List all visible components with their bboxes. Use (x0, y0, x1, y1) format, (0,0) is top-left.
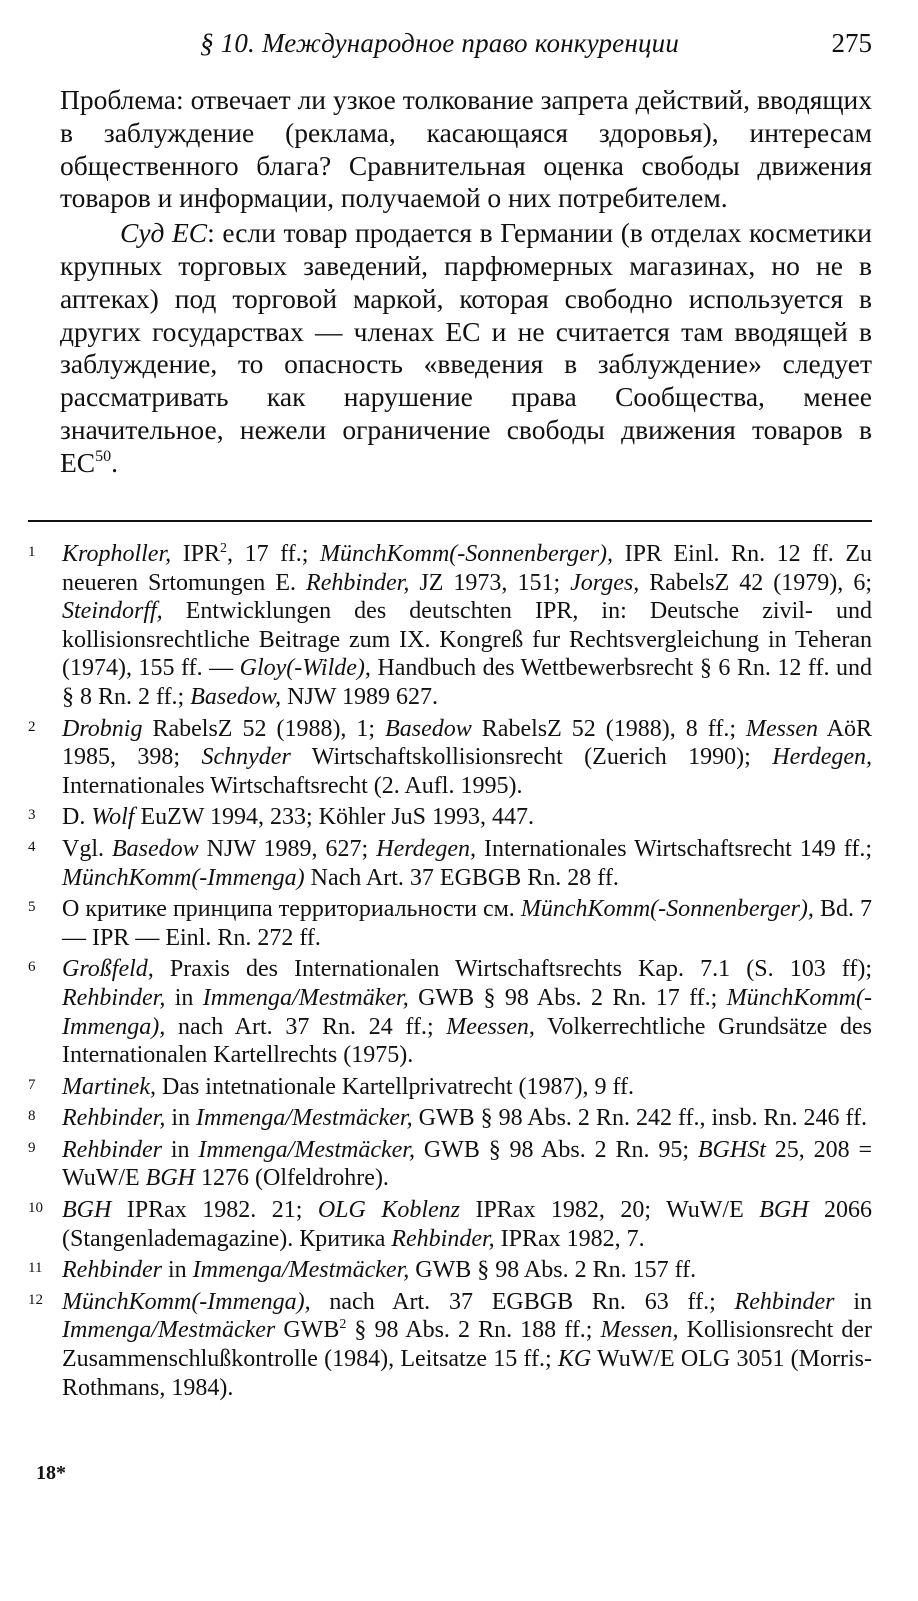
ref: Vgl. (62, 835, 112, 862)
footnote-3 (28, 803, 872, 832)
footnote-text (62, 1196, 872, 1253)
footnote-text (62, 895, 872, 952)
ref: Wirtschaftskollisionsrecht (Zuerich 1990); (290, 744, 773, 771)
ref: О критике принципа территориальности см. (62, 896, 521, 923)
ref: NJW 1989, 627; (198, 835, 377, 862)
author: Gloy(-Wilde), (239, 655, 371, 682)
paragraph-problem: Проблема: отвечает ли узкое толкование запрета действий, вводящих в заблуждение (реклама, касающаяся здоровья), интересам общественного блага? Сравнительная оценка свободы движения товаров и информации, получаемой о них потребителем. (60, 84, 872, 214)
ref: in (834, 1288, 872, 1315)
ref: GWB § 98 Abs. 2 Rn. 242 ff., insb. Rn. 246 ff. (412, 1105, 868, 1132)
footnote-number: 1 (28, 544, 36, 560)
superscript: 2 (220, 541, 228, 556)
printer-signature-mark: 18* (36, 1462, 66, 1484)
author: Rehbinder, (306, 569, 410, 596)
ref: 2066 (Stangenlademagazine). Критика (62, 1197, 873, 1252)
ref: in (165, 1105, 196, 1132)
court-text-end: . (111, 446, 119, 478)
author: BGHSt (697, 1136, 766, 1163)
author: Meessen, (446, 1013, 535, 1040)
footnote-number: 8 (28, 1108, 36, 1125)
author: Basedow (112, 835, 199, 862)
ref: Handbuch des Wettbewerbsrecht § 6 Rn. 12 ff. und § 8 Rn. 2 ff.; (62, 655, 873, 710)
ref: NJW 1989 627. (281, 683, 439, 710)
footnote-text (62, 1288, 872, 1402)
footnote-number: 9 (28, 1139, 36, 1156)
footnote-5 (28, 895, 872, 952)
ref: Internationales Wirtschaftsrecht 149 ff.; (475, 835, 872, 862)
footnote-text (62, 715, 872, 801)
footnotes (28, 540, 872, 1405)
ref: nach Art. 37 EGBGB Rn. 63 ff.; (310, 1288, 735, 1315)
author: Kropholler, (62, 541, 172, 567)
author: Rehbinder, (62, 1105, 166, 1132)
court-label: Суд ЕС (120, 217, 208, 249)
ref: GWB § 98 Abs. 2 Rn. 157 ff. (409, 1257, 697, 1284)
author: MünchKomm(-Immenga), (62, 984, 872, 1040)
ref: GWB § 98 Abs. 2 Rn. 95; (414, 1136, 698, 1163)
ref: RabelsZ 52 (1988), 8 ff.; (471, 715, 746, 742)
author: Immenga/Mestmäcker, (192, 1257, 410, 1284)
ref: Internationales Wirtschaftsrecht (2. Aufl. 1995). (62, 772, 523, 799)
court-text: : если товар продается в Германии (в отделах косметики крупных торговых заведений, парфюмерных магазинах, но не в аптеках) под торговой маркой, которая свободно используется в других государствах — членах ЕС и не считается там вводящей в заблуждение, то опасность «введения в заблуждение» следует рассматривать как нарушение права Сообщества, менее значительное, нежели ограничение свободы движения товаров в ЕС (60, 217, 872, 478)
running-title: § 10. Международное право конкуренции (200, 28, 680, 58)
author: Rehbinder, (391, 1225, 495, 1252)
ref: 1276 (Olfeldrohre). (195, 1165, 389, 1192)
ref: IPR (171, 541, 221, 567)
ref: in (165, 984, 203, 1011)
footnote-number: 3 (28, 807, 36, 824)
ref: GWB (275, 1317, 340, 1344)
author: Martinek, (62, 1073, 156, 1100)
ref: IPRax 1982. 21; (111, 1197, 318, 1224)
footnote-text (62, 803, 872, 832)
ref: Praxis des Internationalen Wirtschaftsrechts Kap. 7.1 (S. 103 ff); (153, 956, 872, 983)
footnote-text (62, 1136, 872, 1193)
ref: D. (62, 804, 92, 831)
author: Jorges, (570, 569, 640, 596)
author: Schnyder (201, 744, 291, 771)
author: Drobnig (62, 715, 143, 742)
ref: Kollisionsrecht der Zusammenschlußkontrolle (1984), Leitsatze 15 ff.; (62, 1317, 872, 1373)
ref: § 98 Abs. 2 Rn. 188 ff.; (346, 1317, 601, 1344)
footnote-10 (28, 1196, 872, 1253)
author: Rehbinder (62, 1257, 162, 1284)
footnote-number: 10 (28, 1200, 43, 1217)
ref: Bd. 7 — IPR — Einl. Rn. 272 ff. (62, 896, 872, 951)
author: BGH (62, 1197, 112, 1224)
footnote-9 (28, 1136, 872, 1193)
footnote-text (62, 835, 872, 892)
footnote-ref-50: 50 (95, 447, 112, 465)
ref: EuZW 1994, 233; Köhler JuS 1993, 447. (134, 804, 535, 831)
main-text (60, 84, 872, 480)
ref: Das intetnationale Kartellprivatrecht (1987), 9 ff. (155, 1073, 635, 1100)
author: MünchKomm(-Sonnenberger), (520, 896, 814, 923)
author: Immenga/Mestmäcker, (198, 1136, 415, 1163)
footnote-6 (28, 955, 872, 1069)
footnote-number: 2 (28, 718, 36, 735)
ref: IPRax 1982, 7. (494, 1225, 645, 1252)
footnote-number: 11 (28, 1260, 43, 1277)
footnote-text (62, 540, 872, 712)
ref: WuW/E OLG 3051 (Morris-Rothmans, 1984). (62, 1346, 873, 1401)
footnote-4 (28, 835, 872, 892)
author: BGH (145, 1165, 195, 1192)
ref: 25, 208 = WuW/E (62, 1136, 872, 1192)
ref: Nach Art. 37 EGBGB Rn. 28 ff. (304, 864, 619, 891)
footnote-7 (28, 1073, 872, 1102)
author: MünchKomm(-Immenga), (62, 1288, 311, 1315)
footnote-number: 4 (28, 838, 36, 855)
author: Immenga/Mestmäcker, (195, 1105, 413, 1132)
author: Herdegen, (772, 744, 873, 771)
author: Rehbinder (62, 1136, 162, 1163)
author: Herdegen, (376, 835, 476, 862)
ref: Volkerrechtliche Grundsätze des Internationalen Kartellrechts (1975). (62, 1013, 872, 1069)
ref: IPR Einl. Rn. 12 ff. Zu neueren Srtomungen E. (62, 541, 873, 596)
ref: in (161, 1257, 193, 1284)
footnote-separator (28, 520, 872, 522)
footnote-8 (28, 1104, 872, 1133)
ref: , 17 ff.; (227, 541, 320, 567)
ref: Entwicklungen des deutschten IPR, in: Deutsche zivil- und kollisionsrechtliche Beitrage zum IX. Kongreß fur Rechtsvergleichung in Teheran (1974), 155 ff. — (62, 598, 872, 682)
author: Rehbinder (734, 1288, 835, 1315)
footnote-number: 5 (28, 899, 36, 916)
footnote-1 (28, 540, 872, 712)
ref: nach Art. 37 Rn. 24 ff.; (165, 1013, 447, 1040)
author: MünchKomm(-Immenga) (62, 864, 305, 891)
footnote-number: 7 (28, 1076, 36, 1093)
footnote-text (62, 1256, 872, 1285)
author: MünchKomm(-Sonnenberger), (319, 541, 614, 567)
author: Basedow, (190, 683, 282, 710)
author: OLG Koblenz (317, 1197, 460, 1224)
author: Großfeld, (62, 956, 154, 983)
ref: RabelsZ 52 (1988), 1; (142, 715, 386, 742)
author: Rehbinder, (62, 984, 166, 1011)
paragraph-court (60, 217, 872, 479)
author: Basedow (385, 715, 472, 742)
footnote-text (62, 1073, 872, 1102)
author: KG (557, 1346, 592, 1373)
page-number: 275 (831, 28, 872, 58)
footnote-number: 12 (28, 1291, 43, 1308)
ref: in (161, 1136, 199, 1163)
footnote-text (62, 955, 872, 1069)
author: Immenga/Mestmäker, (202, 984, 409, 1011)
superscript: 2 (339, 1317, 347, 1333)
footnote-2 (28, 715, 872, 801)
author: Messen (746, 715, 818, 742)
ref: RabelsZ 42 (1979), 6; (639, 569, 872, 596)
author: Immenga/Mestmäcker (62, 1317, 276, 1344)
author: Wolf (91, 804, 135, 831)
author: Messen, (600, 1317, 679, 1344)
ref: AöR 1985, 398; (62, 715, 873, 771)
ref: GWB § 98 Abs. 2 Rn. 17 ff.; (408, 984, 727, 1011)
ref: JZ 1973, 151; (409, 569, 571, 596)
footnote-number: 6 (28, 959, 36, 976)
author: Steindorff, (62, 598, 163, 625)
ref: IPRax 1982, 20; WuW/E (460, 1197, 760, 1224)
footnote-12 (28, 1288, 872, 1402)
footnote-text (62, 1104, 872, 1133)
page-header (60, 28, 872, 68)
author: BGH (759, 1197, 809, 1224)
footnote-11 (28, 1256, 872, 1285)
